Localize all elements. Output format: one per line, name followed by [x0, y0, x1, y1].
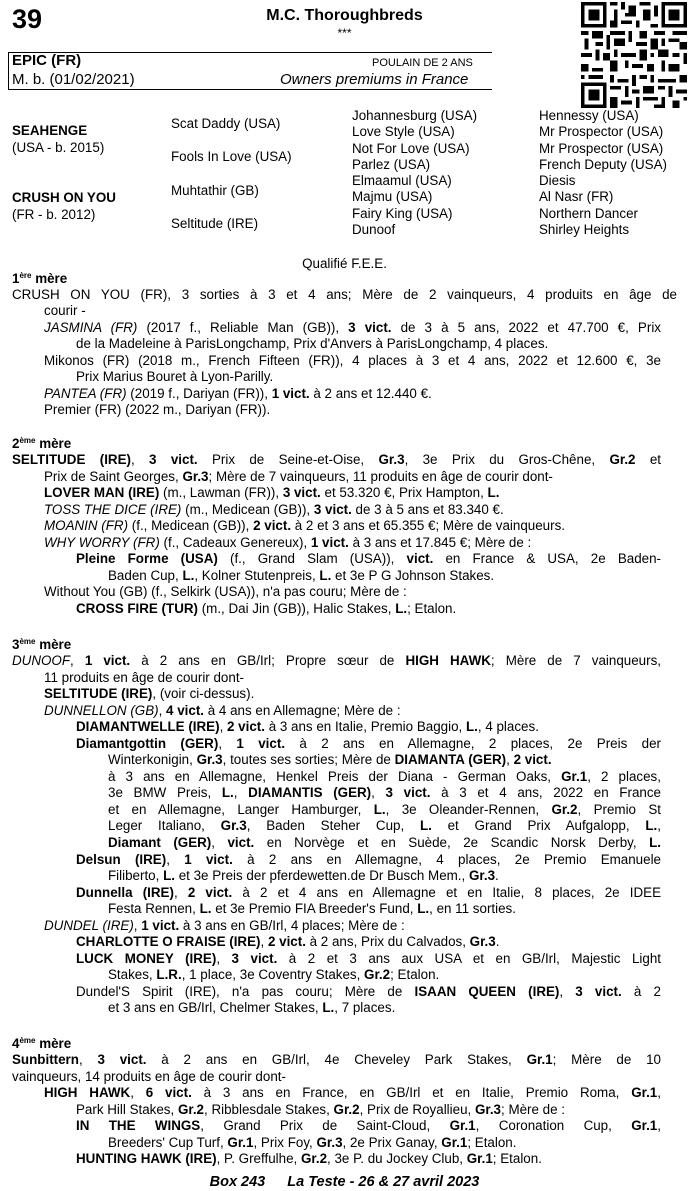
pedigree-gen4-item: Al Nasr (FR) [539, 189, 614, 205]
sire-name: SEAHENGE [12, 123, 88, 138]
pedigree-note-line: PANTEA (FR) (2019 f., Dariyan (FR)), 1 vict. à 2 ans et 12.440 €. [44, 386, 432, 401]
horse-description: M. b. (01/02/2021) [12, 71, 135, 88]
pedigree-note-line: Diamantgottin (GER), 1 vict. à 2 ans en Allemagne, 2 places, 2e Preis der [76, 736, 662, 751]
pedigree-note-line: Sunbittern, 3 vict. à 2 ans en GB/Irl, 4e Cheveley Park Stakes, Gr.1; Mère de 10 [12, 1052, 661, 1067]
pedigree-note-line: Premier (FR) (2022 m., Dariyan (FR)). [44, 402, 271, 417]
pedigree-note-line: JASMINA (FR) (2017 f., Reliable Man (GB)), 3 vict. de 3 à 5 ans, 2022 et 47.700 €, Prix [44, 320, 661, 335]
pedigree-note-line: HIGH HAWK, 6 vict. à 3 ans en France, en GB/Irl et en Italie, Premio Roma, Gr.1, [44, 1085, 661, 1100]
pedigree-gen3 [352, 108, 477, 238]
pedigree-note-line: SELTITUDE (IRE), 3 vict. Prix de Seine-et-Oise, Gr.3, 3e Prix du Gros-Chêne, Gr.2 et [12, 452, 661, 467]
owners-premiums: Owners premiums in France [280, 71, 469, 88]
pedigree-note-line: de la Madeleine à ParisLongchamp, Prix d'Anvers à ParisLongchamp, 4 places. [76, 336, 549, 351]
pedigree-note-line: Prix Marius Bouret à Lyon-Parilly. [76, 369, 274, 384]
pedigree-note-line: courir - [44, 303, 86, 318]
pedigree-note-line: CHARLOTTE O FRAISE (IRE), 2 vict. à 2 ans, Prix du Calvados, Gr.3. [76, 934, 500, 949]
pedigree-gen4-item: Hennessy (USA) [539, 108, 639, 123]
pedigree-note-line: DUNOOF, 1 vict. à 2 ans en GB/Irl; Propre sœur de HIGH HAWK; Mère de 7 vainqueurs, [12, 653, 662, 668]
section-heading-2: 2ème mère [12, 436, 72, 451]
pedigree-note-line: CRUSH ON YOU (FR), 3 sorties à 3 et 4 ans; Mère de 2 vainqueurs, 4 produits en âge de [12, 287, 677, 302]
pedigree-note-line: MOANIN (FR) (f., Medicean (GB)), 2 vict. à 2 et 3 ans et 65.355 €; Mère de vainqueurs. [44, 518, 565, 533]
consignor-name: M.C. Thoroughbreds [266, 7, 423, 24]
qualification: Qualifié F.E.E. [302, 256, 387, 271]
pedigree-note-line: TOSS THE DICE (IRE) (m., Medicean (GB)), 3 vict. de 3 à 5 ans et 83.340 €. [44, 502, 504, 517]
pedigree-note-line: Without You (GB) (f., Selkirk (USA)), n'a pas couru; Mère de : [44, 584, 407, 599]
pedigree-note-line: DUNNELLON (GB), 4 vict. à 4 ans en Allemagne; Mère de : [44, 703, 401, 718]
section-heading-1: 1ère mère [12, 271, 68, 286]
pedigree-note-line: Mikonos (FR) (2018 m., French Fifteen (FR)), 4 places à 3 et 4 ans, 2022 et 12.600 €, 3e [44, 353, 661, 368]
qr-code-icon [581, 2, 687, 108]
pedigree-note-line: et 3 ans en GB/Irl, Chelmer Stakes, L., 7 places. [108, 1000, 396, 1015]
pedigree-note-line: WHY WORRY (FR) (f., Cadeaux Genereux), 1 vict. à 3 ans et 17.845 €; Mère de : [44, 535, 532, 550]
pedigree-note-line: Prix de Saint Georges, Gr.3; Mère de 7 vainqueurs, 11 produits en âge de courir dont- [44, 469, 553, 484]
pedigree-gen3-item: Majmu (USA) [352, 189, 433, 205]
pedigree-gen3-item: Elmaamul (USA) [352, 173, 452, 189]
pedigree-note-line: Winterkonigin, Gr.3, toutes ses sorties; Mère de DIAMANTA (GER), 2 vict. [108, 752, 552, 767]
pedigree-gen3-item: Not For Love (USA) [352, 140, 470, 156]
pedigree-gen4-item: Shirley Heights [539, 222, 630, 238]
lot-number: 39 [12, 4, 43, 34]
dam-info: (FR - b. 2012) [12, 207, 96, 222]
pedigree-gen2: Seltitude (IRE) [171, 216, 259, 231]
pedigree-note-line: Leger Italiano, Gr.3, Baden Steher Cup, L. et Grand Prix Aufgalopp, L., [108, 818, 661, 833]
horse-name: EPIC (FR) [12, 52, 82, 69]
pedigree-note-line: LOVER MAN (IRE) (m., Lawman (FR)), 3 vict. et 53.320 €, Prix Hampton, L. [44, 485, 500, 500]
pedigree-note-line: Filiberto, L. et 3e Preis der pferdewetten.de Dr Busch Mem., Gr.3. [108, 868, 499, 883]
pedigree-gen4-item: Mr Prospector (USA) [539, 124, 664, 140]
sire-info: (USA - b. 2015) [12, 140, 105, 155]
pedigree-gen4-item: Diesis [539, 173, 576, 189]
pedigree-gen4-item: Mr Prospector (USA) [539, 140, 664, 156]
pedigree-gen2: Scat Daddy (USA) [171, 116, 281, 131]
pedigree-note-line: à 3 ans en Allemagne, Henkel Preis der Diana - German Oaks, Gr.1, 2 places, [108, 769, 661, 784]
pedigree-gen4-item: French Deputy (USA) [539, 156, 667, 172]
pedigree-gen2: Fools In Love (USA) [171, 149, 292, 164]
pedigree-note-line: Festa Rennen, L. et 3e Premio FIA Breeder's Fund, L., en 11 sorties. [108, 901, 516, 916]
pedigree-note-line: 3e BMW Preis, L., DIAMANTIS (GER), 3 vict. à 3 et 4 ans, 2022 en France [108, 785, 661, 800]
pedigree-note-line: IN THE WINGS, Grand Prix de Saint-Cloud, Gr.1, Coronation Cup, Gr.1, [76, 1118, 661, 1133]
pedigree-note-line: Stakes, L.R., 1 place, 3e Coventry Stakes, Gr.2; Etalon. [108, 967, 440, 982]
pedigree-note-line: SELTITUDE (IRE), (voir ci-dessus). [44, 686, 255, 701]
sale-info: La Teste - 26 & 27 avril 2023 [287, 1174, 480, 1190]
pedigree-note-line: Baden Cup, L., Kolner Stutenpreis, L. et 3e P G Johnson Stakes. [108, 568, 495, 583]
pedigree-note-line: Park Hill Stakes, Gr.2, Ribblesdale Stakes, Gr.2, Prix de Royallieu, Gr.3; Mère de : [76, 1102, 566, 1117]
pedigree-gen3-item: Johannesburg (USA) [352, 108, 478, 123]
pedigree-note-line: vainqueurs, 14 produits en âge de courir dont- [12, 1069, 286, 1084]
pedigree-note-line: Breeders' Cup Turf, Gr.1, Prix Foy, Gr.3, 2e Prix Ganay, Gr.1; Etalon. [108, 1135, 517, 1150]
pedigree-note-line: Dunnella (IRE), 2 vict. à 2 et 4 ans en Allemagne et en Italie, 8 places, 2e IDEE [76, 885, 661, 900]
pedigree-gen4-item: Northern Dancer [539, 205, 638, 221]
pedigree-note-line: Diamant (GER), vict. en Norvège et en Suède, 2e Scandic Norsk Derby, L. [108, 835, 661, 850]
pedigree-gen4 [539, 108, 667, 238]
pedigree-note-line: et en Allemagne, Langer Hamburger, L., 3e Oleander-Rennen, Gr.2, Premio St [108, 802, 661, 817]
consignor-stars: *** [337, 26, 352, 40]
dam-name: CRUSH ON YOU [12, 190, 116, 205]
pedigree-note-line: Pleine Forme (USA) (f., Grand Slam (USA)), vict. en France & USA, 2e Baden- [76, 551, 661, 566]
section-heading-3: 3ème mère [12, 637, 72, 652]
pedigree-note-line: 11 produits en âge de courir dont- [44, 670, 244, 685]
pedigree-gen2: Muhtathir (GB) [171, 183, 259, 198]
pedigree-note-line: HUNTING HAWK (IRE), P. Greffulhe, Gr.2, 3e P. du Jockey Club, Gr.1; Etalon. [76, 1151, 542, 1166]
pedigree-note-line: LUCK MONEY (IRE), 3 vict. à 2 et 3 ans aux USA et en GB/Irl, Majestic Light [76, 951, 661, 966]
box-number: Box 243 [209, 1174, 266, 1190]
pedigree-gen3-item: Love Style (USA) [352, 124, 455, 140]
pedigree-note-line: CROSS FIRE (TUR) (m., Dai Jin (GB)), Halic Stakes, L.; Etalon. [76, 601, 457, 616]
pedigree-note-line: DUNDEL (IRE), 1 vict. à 3 ans en GB/Irl, 4 places; Mère de : [44, 918, 405, 933]
pedigree-gen3-item: Fairy King (USA) [352, 205, 453, 221]
footer [0, 1174, 689, 1191]
section-heading-4: 4ème mère [12, 1036, 72, 1051]
pedigree-note-line: Delsun (IRE), 1 vict. à 2 ans en Allemagne, 4 places, 2e Premio Emanuele [76, 852, 661, 867]
pedigree-note-line: DIAMANTWELLE (IRE), 2 vict. à 3 ans en Italie, Premio Baggio, L., 4 places. [76, 719, 539, 734]
horse-sex-age: POULAIN DE 2 ANS [372, 57, 473, 69]
pedigree-note-line: Dundel'S Spirit (IRE), n'a pas couru; Mère de ISAAN QUEEN (IRE), 3 vict. à 2 [76, 984, 661, 999]
pedigree-gen3-item: Parlez (USA) [352, 156, 431, 172]
pedigree-gen3-item: Dunoof [352, 222, 396, 238]
